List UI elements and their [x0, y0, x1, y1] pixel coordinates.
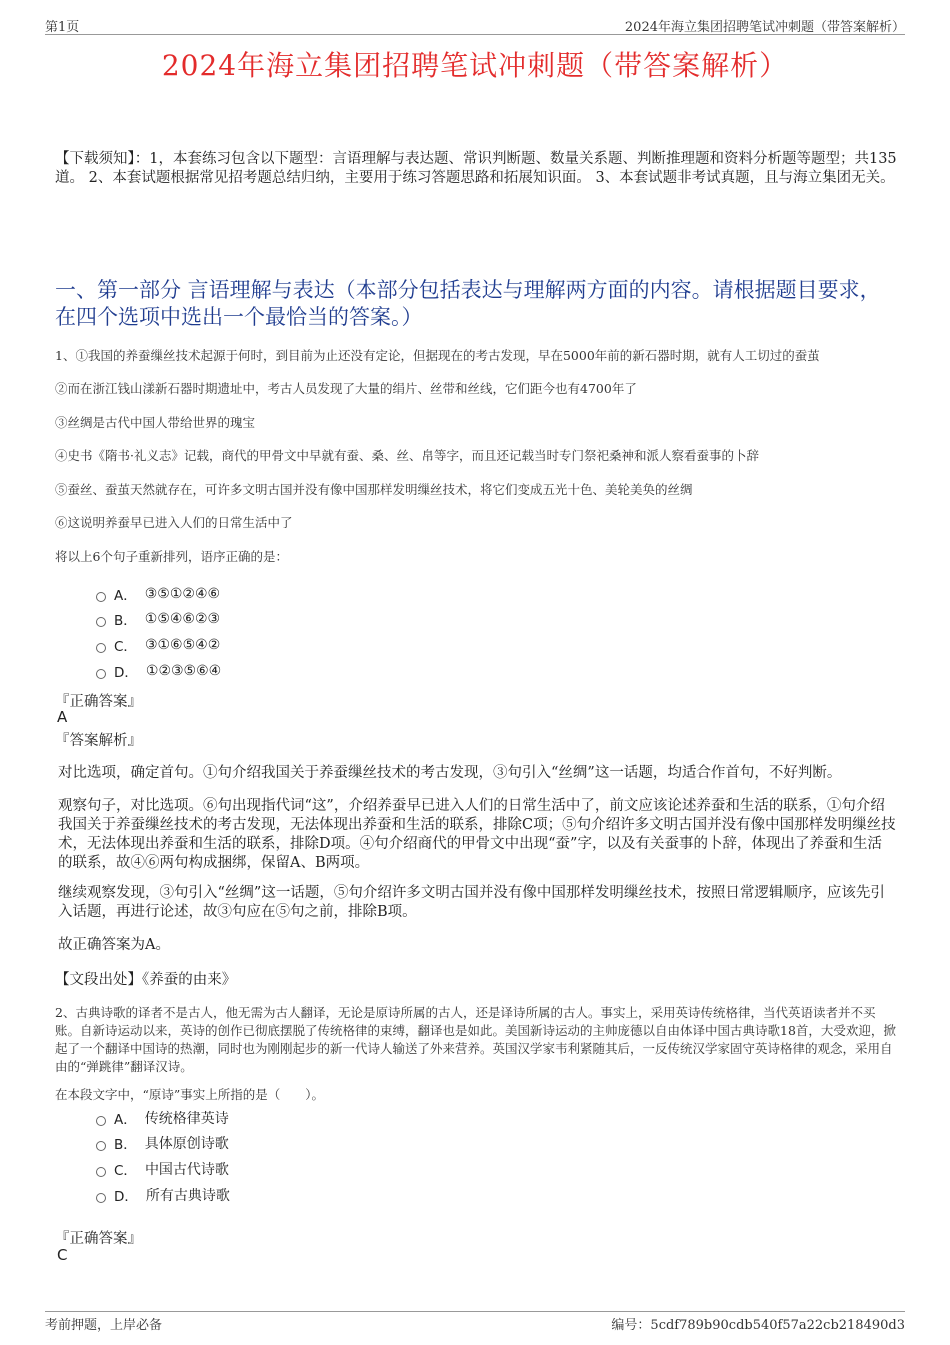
option-letter: A．	[114, 1112, 137, 1128]
option-text: 传统格律英诗	[144, 1111, 229, 1127]
q1-answer: A	[57, 708, 68, 726]
radio-icon[interactable]	[96, 1167, 106, 1177]
q2-prompt: 在本段文字中，“原诗”事实上所指的是（ ）。	[55, 1087, 325, 1102]
radio-icon[interactable]	[96, 1141, 106, 1151]
option-letter: B．	[114, 1137, 137, 1153]
radio-icon[interactable]	[96, 617, 106, 627]
option-letter: C．	[114, 1163, 137, 1179]
q1-sentence: ⑤蚕丝、蚕茧天然就存在，可许多文明古国并没有像中国那样发明缫丝技术，将它们变成五光十色、美轮美奂的丝绸	[55, 482, 693, 497]
q1-source: 【文段出处】《养蚕的由来》	[55, 972, 237, 988]
download-notice: 【下载须知】：1，本套练习包含以下题型：言语理解与表达题、常识判断题、数量关系题、判断推理题和资料分析题等题型；共135道。 2、本套试题根据常见招考题总结归纳，主要用于练习答题思路和拓展知识面。 3、本套试题非考试真题，且与海立集团无关。	[55, 151, 897, 186]
q1-sentence: 1、①我国的养蚕缫丝技术起源于何时，到目前为止还没有定论，但据现在的考古发现，早在5000年前的新石器时期，就有人工切过的蚕茧	[55, 348, 820, 363]
option-text: 中国古代诗歌	[144, 1162, 229, 1178]
radio-icon[interactable]	[96, 643, 106, 653]
option-text: 所有古典诗歌	[145, 1188, 230, 1204]
footer-serial: 编号：5cdf789b90cdb540f57a22cb218490d3	[611, 1318, 905, 1333]
q1-prompt: 将以上6个句子重新排列，语序正确的是：	[55, 549, 288, 564]
footer-divider	[45, 1311, 905, 1312]
radio-icon[interactable]	[96, 669, 106, 679]
page-number: 第1页	[45, 20, 80, 35]
option-letter: C．	[114, 639, 137, 655]
q2-answer-label: 『正确答案』	[55, 1231, 142, 1247]
radio-icon[interactable]	[96, 1193, 106, 1203]
q1-sentence: ⑥这说明养蚕早已进入人们的日常生活中了	[55, 515, 293, 530]
q1-option-a[interactable]	[96, 584, 220, 604]
option-text: ①②③⑤⑥④	[145, 663, 222, 679]
q1-sentence: ④史书《隋书·礼义志》记载，商代的甲骨文中早就有蚕、桑、丝、帛等字，而且还记载当时专门祭祀桑神和派人察看蚕事的卜辞	[55, 448, 759, 463]
analysis-conclusion: 故正确答案为A。	[58, 937, 170, 953]
q1-option-c[interactable]	[96, 635, 220, 655]
footer-slogan: 考前押题，上岸必备	[45, 1318, 163, 1333]
q2-option-d[interactable]	[96, 1185, 230, 1205]
option-text: ①⑤④⑥②③	[144, 611, 221, 627]
q2-option-c[interactable]	[96, 1159, 229, 1179]
option-letter: D．	[114, 665, 138, 681]
q1-option-b[interactable]	[96, 609, 220, 629]
q2-stem: 2、古典诗歌的译者不是古人，他无需为古人翻译，无论是原诗所属的古人，还是译诗所属的古人。事实上，采用英诗传统格律，当代英语读者并不买账。自新诗运动以来，英诗的创作已彻底摆脱了传统格律的束缚，翻译也是如此。美国新诗运动的主帅庞德以自由体译中国古典诗歌18首，大受欢迎，掀起了一个翻译中国诗的热潮，同时也为刚刚起步的新一代诗人输送了外来营养。英国汉学家韦利紧随其后，一反传统汉学家固守英诗格律的观念，采用自由的“弹跳律”翻译汉诗。	[55, 1005, 896, 1074]
q2-option-a[interactable]	[96, 1108, 229, 1128]
analysis-paragraph: 继续观察发现，③句引入“丝绸”这一话题，⑤句介绍许多文明古国并没有像中国那样发明缫丝技术，按照日常逻辑顺序，应该先引入话题，再进行论述，故③句应在⑤句之前，排除B项。	[58, 885, 885, 920]
q2-answer: C	[57, 1246, 68, 1264]
option-letter: D．	[114, 1189, 138, 1205]
option-letter: B．	[114, 613, 137, 629]
q1-sentence: ③丝绸是古代中国人带给世界的瑰宝	[55, 415, 256, 430]
q1-sentence: ②而在浙江钱山漾新石器时期遗址中，考古人员发现了大量的绢片、丝带和丝线，它们距今也有4700年了	[55, 381, 637, 396]
q1-answer-label: 『正确答案』	[55, 694, 142, 710]
analysis-paragraph: 对比选项，确定首句。①句介绍我国关于养蚕缫丝技术的考古发现，③句引入“丝绸”这一话题，均适合作首句，不好判断。	[58, 765, 842, 781]
analysis-paragraph: 观察句子，对比选项。⑥句出现指代词“这”，介绍养蚕早已进入人们的日常生活中了，前文应该论述养蚕和生活的联系，①句介绍我国关于养蚕缫丝技术的考古发现，无法体现出养蚕和生活的联系，排除C项；⑤句介绍许多文明古国并没有像中国那样发明缫丝技术，无法体现出养蚕和生活的联系，排除D项。④句介绍商代的甲骨文中出现“蚕”字，以及有关蚕事的卜辞，体现出了养蚕和生活的联系，故④⑥两句构成捆绑，保留A、B两项。	[58, 798, 896, 871]
option-letter: A．	[114, 588, 137, 604]
radio-icon[interactable]	[96, 1116, 106, 1126]
option-text: 具体原创诗歌	[144, 1136, 229, 1152]
option-text: ③⑤①②④⑥	[144, 586, 221, 602]
q1-option-d[interactable]	[96, 661, 221, 681]
option-text: ③①⑥⑤④②	[144, 637, 221, 653]
page-title: 2024年海立集团招聘笔试冲刺题（带答案解析）	[161, 49, 789, 82]
section-heading: 一、第一部分 言语理解与表达（本部分包括表达与理解两方面的内容。请根据题目要求，在四个选项中选出一个最恰当的答案。）	[55, 278, 881, 329]
header-doc-title: 2024年海立集团招聘笔试冲刺题（带答案解析）	[624, 20, 905, 35]
radio-icon[interactable]	[96, 592, 106, 602]
q1-analysis-label: 『答案解析』	[55, 733, 142, 749]
q2-option-b[interactable]	[96, 1133, 229, 1153]
header-divider	[45, 34, 905, 35]
